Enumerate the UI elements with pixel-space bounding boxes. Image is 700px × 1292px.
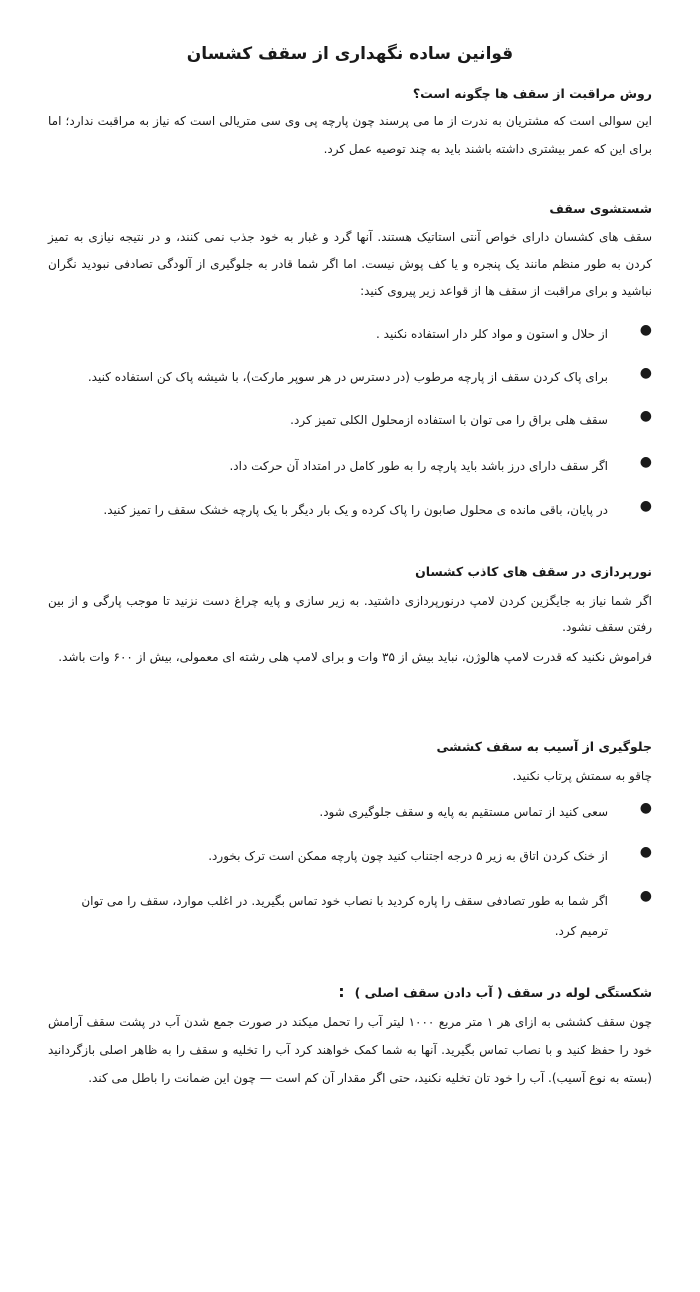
list-item-text: برای پاک کردن سقف از پارچه مرطوب (در دسترس در هر سوپر مارکت)، با شیشه پاک کن استفاده کنید.	[87, 370, 608, 384]
washing-paragraph: سقف های کشسان دارای خواص آنتی استاتیک هستند. آنها گرد و غبار به خود جذب نمی کنند، و در نتیجه نیازی به تمیز کردن به طور منظم مانند یک پنجره و یا کف پوش نیست. اما اگر شما قادر به جلوگیری از آلودگی تصادفی نبودید نگران نباشید و برای مراقبت از سقف ها از قواعد زیر پیروی کنید:	[48, 230, 652, 298]
list-item-text: سعی کنید از تماس مستقیم به پایه و سقف جلوگیری شود.	[319, 805, 608, 819]
list-item-text: از خنک کردن اتاق به زیر ۵ درجه اجتناب کنید چون پارچه ممکن است ترک بخورد.	[208, 849, 608, 863]
bullet-icon: ●	[639, 322, 652, 338]
list-item-text: در پایان، باقی مانده ی محلول صابون را پاک کرده و یک بار دیگر با یک پارچه خشک سقف را تمیز کنید.	[103, 503, 608, 517]
lighting-paragraph-1: اگر شما نیاز به جایگزین کردن لامپ درنورپردازی داشتید. به زیر سازی و پایه چراغ دست نزنید تا موجب پارگی و از بین رفتن سقف نشود.	[48, 594, 652, 634]
page-title: قوانین ساده نگهداری از سقف کشسان	[186, 44, 514, 64]
list-item-text: اگر شما به طور تصادفی سقف را پاره کردید با نصاب خود تماس بگیرید. در اغلب موارد، سقف را می توان ترمیم کرد.	[81, 894, 608, 938]
list-item	[47, 320, 652, 348]
list-item	[47, 406, 652, 434]
pipe-paragraph: چون سقف کششی به ازای هر ۱ متر مربع ۱۰۰۰ لیتر آب را تحمل میکند در صورت جمع شدن آب در پشت سقف آرامش خود را حفظ کنید و با نصاب تماس بگیرید. آنها به شما کمک خواهند کرد آب را تخلیه و سقف را به ظاهر اصلی بازگردانید (بسته به نوع آسیب). آب را خود تان تخلیه نکنید، حتی اگر مقدار آن کم است — چون این ضمانت را باطل می کند.	[48, 1015, 653, 1085]
damage-heading: جلوگیری از آسیب به سقف کششی	[436, 739, 652, 754]
bullet-icon: ●	[639, 408, 652, 424]
bullet-icon: ●	[639, 498, 652, 514]
pipe-heading-text: شکستگی لوله در سقف ( آب دادن سقف اصلی )	[354, 985, 652, 1000]
list-item	[47, 452, 652, 480]
intro-paragraph: این سوالی است که مشتریان به ندرت از ما می پرسند چون پارچه پی وی سی متریالی است که نیاز به مراقبت ندارد؛ اما برای این که عمر بیشتری داشته باشند باید به چند توصیه عمل کرد.	[48, 114, 652, 156]
lighting-heading: نورپردازی در سقف های کاذب کشسان	[415, 564, 652, 579]
bullet-icon: ●	[639, 844, 652, 860]
list-item	[58, 886, 652, 946]
list-item	[47, 842, 652, 870]
heading-colon: :	[338, 982, 345, 1001]
lighting-paragraph-2: فراموش نکنید که قدرت لامپ هالوژن، نباید بیش از ۳۵ وات و برای لامپ هلی رشته ای معمولی، بیش از ۶۰۰ وات باشد.	[58, 650, 652, 664]
list-item	[47, 496, 652, 524]
intro-heading: روش مراقبت از سقف ها چگونه است؟	[412, 86, 652, 101]
bullet-icon: ●	[639, 800, 652, 816]
bullet-icon: ●	[639, 365, 652, 381]
bullet-icon: ●	[639, 454, 652, 470]
bullet-icon: ●	[639, 888, 652, 904]
list-item-text: از حلال و استون و مواد کلر دار استفاده نکنید .	[376, 327, 608, 341]
list-item-text: سقف هلی براق را می توان با استفاده ازمحلول الکلی تمیز کرد.	[290, 413, 608, 427]
washing-heading: شستشوی سقف	[549, 201, 652, 216]
list-item	[47, 798, 652, 826]
pipe-heading	[338, 982, 652, 1001]
list-item-text: اگر سقف دارای درز باشد باید پارچه را به طور کامل در امتداد آن حرکت داد.	[229, 459, 608, 473]
list-item	[47, 363, 652, 391]
damage-paragraph: چاقو به سمتش پرتاب نکنید.	[512, 769, 652, 783]
